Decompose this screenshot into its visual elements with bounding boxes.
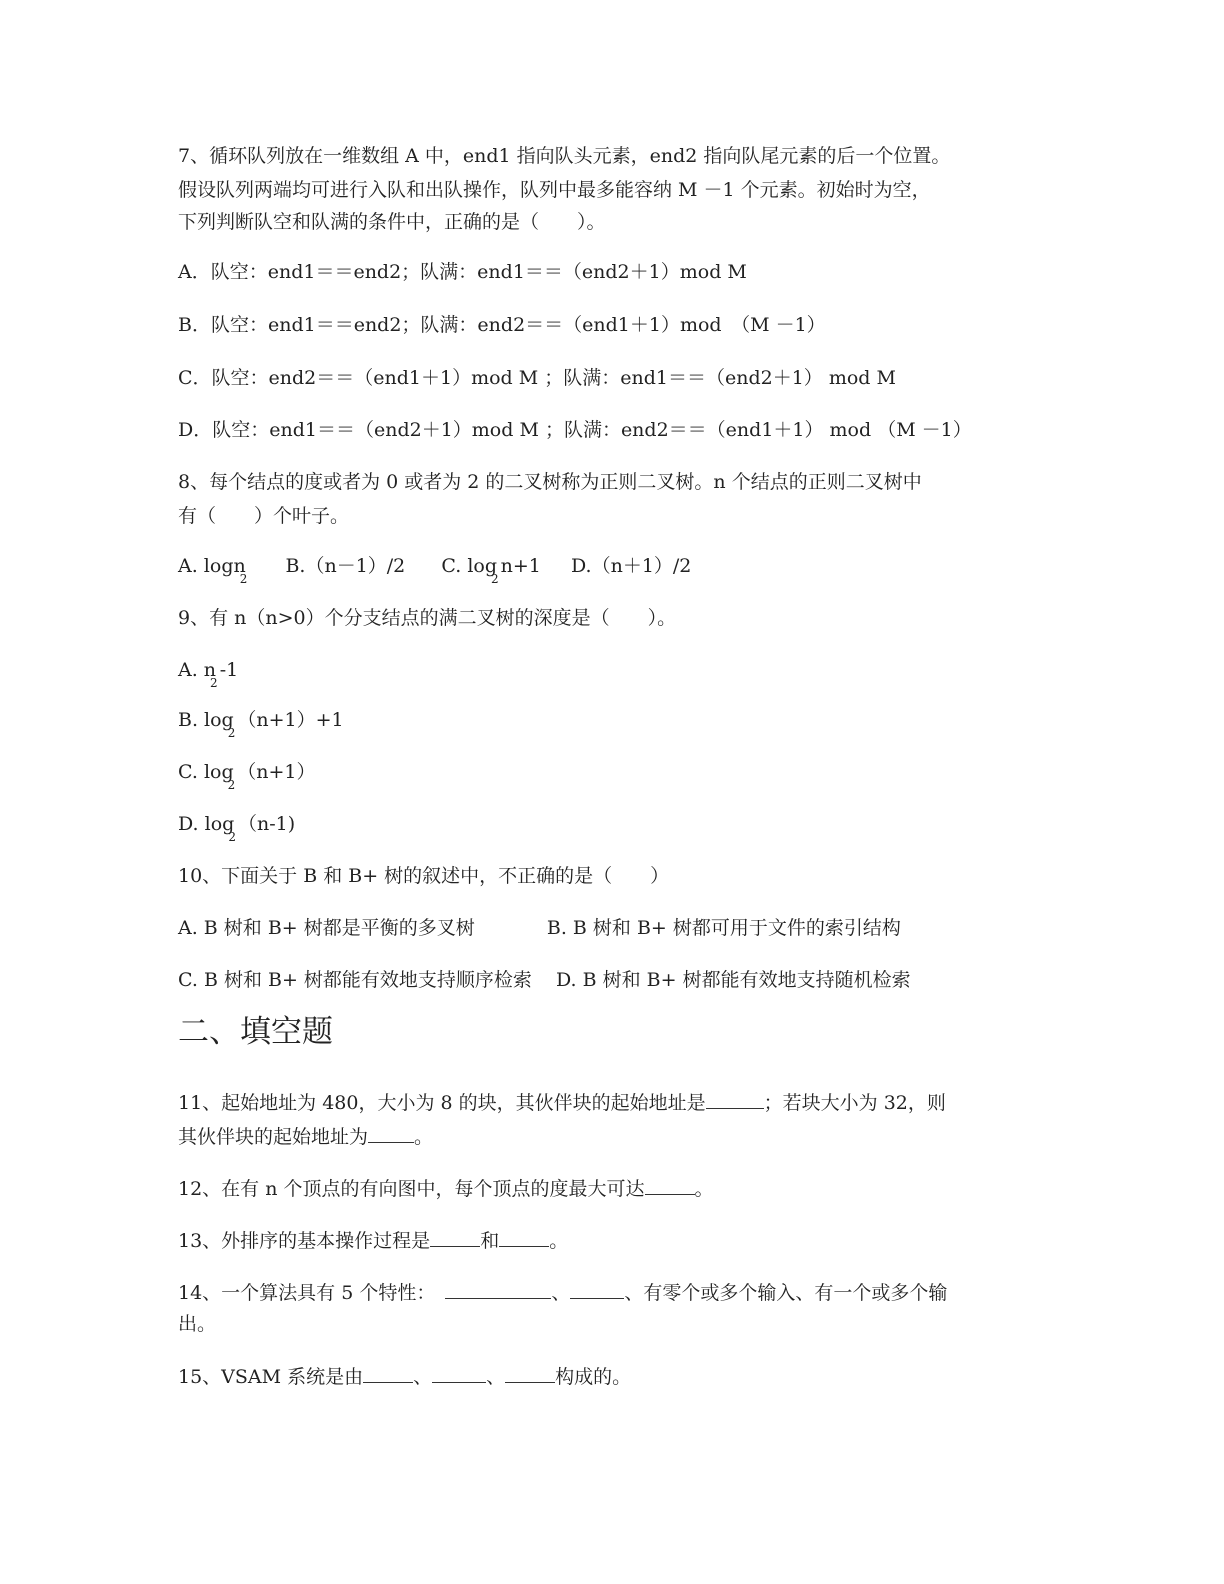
q8-option-c: C. $\log_2n+1$ <box>441 555 541 586</box>
q7-line-1: 7、循环队列放在一维数组 A 中，end1 指向队头元素，end2 指向队尾元素的后一个位置。 <box>178 145 951 167</box>
q13-blank-2[interactable] <box>499 1226 549 1247</box>
q9-line-1: 9、有 n（n>0）个分支结点的满二叉树的深度是（ ）。 <box>178 607 677 629</box>
q15-blank-2[interactable] <box>432 1362 486 1383</box>
q11-line-2: 其伙伴块的起始地址为 。 <box>178 1122 433 1149</box>
q8-option-b: B.（n－1）/2 <box>285 555 406 577</box>
q15-line: 15、VSAM 系统是由 、 、 构成的。 <box>178 1362 631 1389</box>
q9-option-a: A. $n_2-1$ <box>178 659 239 690</box>
q7-option-b: B．队空：end1＝＝end2；队满：end2＝＝（end1＋1）mod （M －1） <box>178 314 826 336</box>
q10-option-c: C. B 树和 B+ 树都能有效地支持顺序检索 <box>178 969 532 991</box>
q15-blank-1[interactable] <box>363 1362 413 1383</box>
q7-option-d: D．队空：end1＝＝（end2＋1）mod M ；队满：end2＝＝（end1＋1） mod （M －1） <box>178 419 972 441</box>
q9-option-c: C. $\log_2(n+1)$ <box>178 761 316 792</box>
q12-line: 12、在有 n 个顶点的有向图中，每个顶点的度最大可达 。 <box>178 1174 714 1201</box>
q10-option-b: B. B 树和 B+ 树都可用于文件的索引结构 <box>546 917 901 939</box>
q8-line-2: 有（ ）个叶子。 <box>178 505 350 527</box>
q11-blank-2[interactable] <box>368 1122 414 1143</box>
q13-blank-1[interactable] <box>430 1226 480 1247</box>
q10-line-1: 10、下面关于 B 和 B+ 树的叙述中，不正确的是（ ） <box>178 865 670 887</box>
q7-line-2: 假设队列两端均可进行入队和出队操作，队列中最多能容纳 M －1 个元素。初始时为空， <box>178 179 931 201</box>
q12-blank[interactable] <box>645 1174 695 1195</box>
q14-blank-1[interactable] <box>445 1278 499 1299</box>
q10-option-d: D. B 树和 B+ 树都能有效地支持随机检索 <box>556 969 911 991</box>
q7-line-3: 下列判断队空和队满的条件中，正确的是（ ）。 <box>178 211 606 233</box>
q7-option-a: A．队空：end1＝＝end2；队满：end1＝＝（end2＋1）mod M <box>178 261 747 283</box>
q10-options-row-2 <box>178 968 911 992</box>
q14-blank-3[interactable] <box>570 1278 624 1299</box>
q8-option-a: A. logn$_2$ <box>178 555 248 586</box>
q7-option-c: C．队空：end2＝＝（end1＋1）mod M ；队满：end1＝＝（end2＋1） mod M <box>178 367 896 389</box>
q14-blank-2[interactable] <box>499 1278 551 1299</box>
q8-options <box>178 554 692 586</box>
q14-line-2: 出。 <box>178 1313 217 1335</box>
q8-option-d: D.（n＋1）/2 <box>570 555 692 577</box>
q9-option-d: D. $\log_2(n-1)$ <box>178 813 296 844</box>
q11-line-1: 11、起始地址为 480，大小为 8 的块，其伙伴块的起始地址是 ；若块大小为 32，则 <box>178 1088 946 1115</box>
q10-option-a: A. B 树和 B+ 树都是平衡的多叉树 <box>178 917 475 939</box>
q10-options-row-1 <box>178 916 901 940</box>
q13-line: 13、外排序的基本操作过程是 和 。 <box>178 1226 568 1253</box>
q14-line-1: 14、一个算法具有 5 个特性： 、 、有零个或多个输入、有一个或多个输 <box>178 1278 947 1305</box>
q15-blank-3[interactable] <box>505 1362 555 1383</box>
q8-line-1: 8、每个结点的度或者为 0 或者为 2 的二叉树称为正则二叉树。n 个结点的正则二叉树中 <box>178 471 922 493</box>
q11-blank-1[interactable] <box>706 1088 764 1109</box>
q9-option-b: B. $\log_2(n+1)+1$ <box>178 709 344 740</box>
section-heading-fill-in: 二、填空题 <box>178 1014 333 1050</box>
